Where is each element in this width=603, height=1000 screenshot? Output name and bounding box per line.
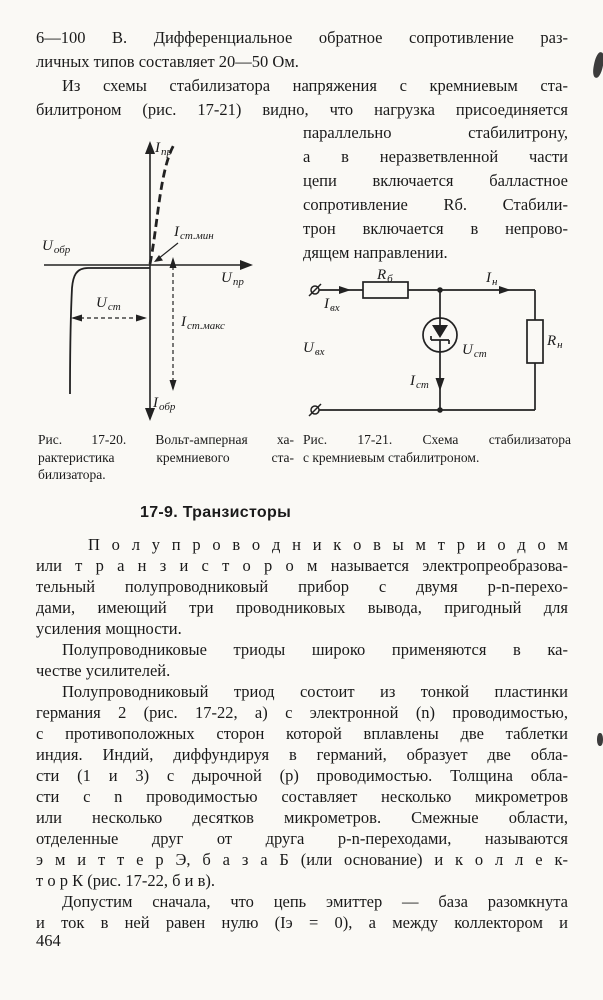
paragraph-transistor-definition	[36, 534, 568, 639]
label-i-n	[486, 271, 497, 286]
scan-artifact	[597, 733, 603, 746]
text-line: Рис. 17-20. Вольт-амперная ха-	[38, 432, 294, 447]
text-line: сти (1 и 3) с дырочной (р) проводимостью. Толщина обла-	[36, 766, 568, 785]
ist-max-range-arrow	[170, 257, 177, 391]
label-u-pr	[221, 271, 244, 286]
label-i-st	[410, 374, 429, 389]
text-line: дящем направлении.	[303, 243, 448, 262]
label-main: I	[153, 395, 158, 411]
text-line: Допустим сначала, что цепь эмиттер — база разомкнута	[62, 892, 568, 911]
label-sub: ст	[107, 301, 121, 313]
label-i-st-max	[181, 315, 225, 330]
text-line: германия 2 (рис. 17-22, а) с электронной (n) проводимостью,	[36, 703, 568, 722]
text-line: и ток в ней равен нулю (Iэ = 0), а между коллектором и	[36, 913, 568, 932]
label-sub: вх	[314, 346, 325, 358]
text-line: э м и т т е р Э, б а з а Б (или основание) и к о л л е к-	[36, 850, 568, 869]
label-main: I	[174, 224, 179, 240]
text-line: отделенные друг от друга p-n-переходами, называются	[36, 829, 568, 848]
paragraph-wrapped-column	[303, 121, 568, 265]
label-u-obr	[42, 239, 70, 254]
scan-artifact	[591, 51, 603, 78]
text-line: тельный полупроводниковый прибор с двумя p-n-перехо-	[36, 577, 568, 596]
label-sub: пр	[232, 276, 244, 288]
circuit-diagram	[303, 268, 571, 424]
label-main: I	[486, 270, 491, 286]
section-heading: 17-9. Транзисторы	[140, 504, 292, 521]
ist-min-pointer-arrow	[154, 243, 178, 262]
text-line: цепи включается балластное	[303, 171, 568, 190]
reverse-characteristic-curve	[70, 268, 150, 394]
label-i-pr	[155, 141, 172, 156]
figure-stabilizer-circuit	[303, 268, 571, 424]
wires	[319, 290, 535, 410]
text-line: трон включается в непрово-	[303, 219, 568, 238]
text-line: билитроном (рис. 17-21) видно, что нагрузка присоединяется	[36, 100, 568, 119]
label-main: I	[410, 373, 415, 389]
text-line: Из схемы стабилизатора напряжения с кремниевым ста-	[62, 76, 568, 95]
text-line: рактеристика кремниевого ста-	[38, 449, 294, 465]
text-line: П о л у п р о в о д н и к о в ы м т р и о д о м	[88, 535, 568, 554]
label-sub: ст	[416, 379, 429, 391]
text-line: или несколько десятков микрометров. Смежные области,	[36, 808, 568, 827]
label-sub: б	[387, 273, 393, 285]
label-sub: н	[557, 339, 563, 351]
text-line: или т р а н з и с т о р о м называется электропреобразова-	[36, 556, 568, 575]
label-sub: пр	[161, 146, 172, 158]
label-i-vx	[324, 297, 340, 312]
text-line: 6—100 В. Дифференциальное обратное сопротивление раз-	[36, 28, 568, 47]
text-line: индия. Индий, диффундируя в германий, образует две обла-	[36, 745, 568, 764]
paragraph-diff-resistance	[36, 26, 568, 74]
ust-range-arrow	[71, 315, 147, 322]
label-sub: обр	[53, 244, 71, 256]
label-i-st-min	[174, 225, 214, 240]
label-sub: обр	[159, 401, 176, 413]
figure-volt-ampere-characteristic	[40, 138, 295, 428]
label-u-st	[96, 296, 121, 311]
label-sub: вх	[330, 302, 340, 314]
text-line: параллельно стабилитрону,	[303, 123, 568, 142]
paragraph-emitter-base	[36, 891, 568, 933]
label-main: I	[155, 140, 160, 156]
caption-figure-17-21	[303, 431, 571, 466]
text-line: билизатора.	[38, 467, 106, 482]
paragraph-amplifier-use	[36, 639, 568, 681]
text-line: т о р К (рис. 17-22, б и в).	[36, 871, 215, 890]
vac-plot	[40, 138, 295, 428]
text-line: сопротивление Rб. Стабили-	[303, 195, 568, 214]
body-text	[36, 534, 568, 933]
label-sub: ст	[473, 348, 487, 360]
label-main: U	[96, 295, 107, 311]
label-main: U	[303, 340, 314, 356]
caption-figure-17-20	[38, 431, 294, 484]
label-r-n	[547, 334, 563, 349]
label-r-b	[377, 268, 393, 283]
label-main: I	[181, 314, 186, 330]
text-line: сти с n проводимостью составляет несколько микрометров	[36, 787, 568, 806]
label-sub: ст.макс	[187, 320, 225, 332]
page-number: 464	[36, 931, 61, 950]
label-main: I	[324, 296, 329, 312]
label-u-vx	[303, 341, 325, 356]
label-sub: н	[492, 276, 498, 288]
text-line: дами, имеющий три проводниковых вывода, пригодный для	[36, 598, 568, 617]
text-line: усиления мощности.	[36, 619, 182, 638]
text-line: Полупроводниковые триоды широко применяются в ка-	[62, 640, 568, 659]
label-u-st	[462, 343, 487, 358]
label-main: U	[221, 270, 232, 286]
forward-characteristic-curve	[150, 143, 175, 264]
text-line: с противоположных сторон которой вплавлены две таблетки	[36, 724, 568, 743]
resistor-rn	[527, 320, 543, 363]
paragraph-triode-structure	[36, 681, 568, 891]
label-sub: ст.мин	[180, 230, 214, 242]
text-line: Полупроводниковый триод состоит из тонкой пластинки	[62, 682, 568, 701]
text-line: личных типов составляет 20—50 Ом.	[36, 52, 299, 71]
text-line: Рис. 17-21. Схема стабилизатора	[303, 432, 571, 447]
text-line: с кремниевым стабилитроном.	[303, 449, 480, 465]
text-line: честве усилителей.	[36, 661, 171, 680]
label-main: U	[42, 238, 53, 254]
label-i-obr	[153, 396, 175, 411]
paragraph-stabilizer-intro	[36, 74, 568, 122]
text-line: а в неразветвленной части	[303, 147, 568, 166]
label-main: R	[377, 267, 387, 283]
label-main: U	[462, 342, 473, 358]
resistor-rb	[363, 282, 408, 298]
label-main: R	[547, 333, 557, 349]
